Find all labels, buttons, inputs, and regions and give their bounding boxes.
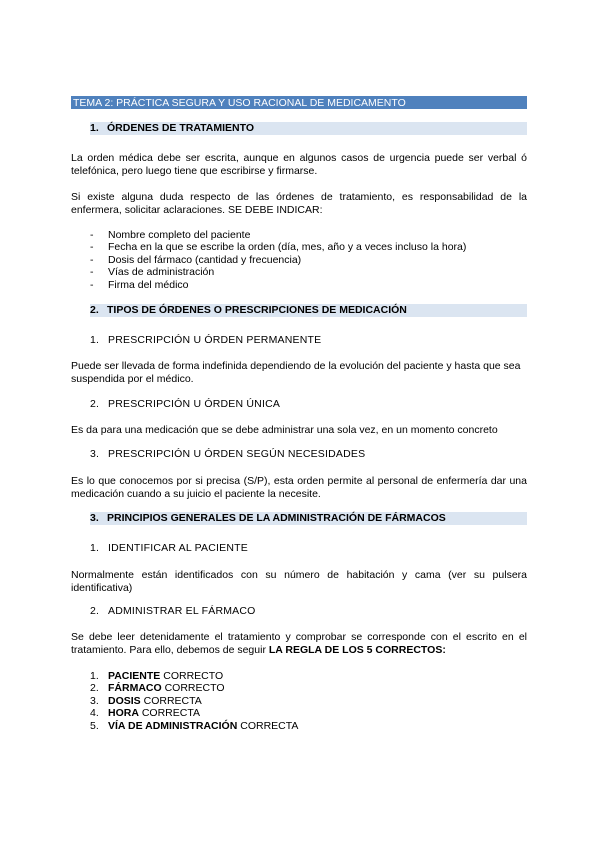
section-3-title: PRINCIPIOS GENERALES DE LA ADMINISTRACIÓN DE FÁRMACOS — [107, 512, 446, 524]
correcto-item: 2. FÁRMACO CORRECTO — [90, 682, 225, 694]
paragraph-identificar: Normalmente están identificados con su número de habitación y cama (ver su pulsera identificativa) — [71, 569, 527, 594]
correcto-item: 1. PACIENTE CORRECTO — [90, 670, 224, 682]
bullet-dash: - — [90, 241, 94, 253]
paragraph-unica: Es da para una medicación que se debe administrar una sola vez, en un momento concreto — [71, 424, 498, 436]
paragraph-regla: Se debe leer detenidamente el tratamiento y comprobar se corresponde con el escrito en el tratamiento. Para ello, debemos de seguir LA REGLA DE LOS 5 CORRECTOS: — [71, 631, 527, 656]
correcto-item: 3. DOSIS CORRECTA — [90, 695, 202, 707]
bullet-dash: - — [90, 266, 94, 278]
section-1-heading — [90, 122, 254, 135]
subheading-unica: 2. PRESCRIPCIÓN U ÓRDEN ÚNICA — [90, 398, 281, 410]
regla-5-correctos: LA REGLA DE LOS 5 CORRECTOS: — [268, 643, 446, 656]
document-title: TEMA 2: PRÁCTICA SEGURA Y USO RACIONAL DE MEDICAMENTO — [73, 97, 406, 109]
bullet-dash: - — [90, 229, 94, 241]
subheading-permanente: 1. PRESCRIPCIÓN U ÓRDEN PERMANENTE — [90, 334, 322, 346]
bullet-dash: - — [90, 254, 94, 266]
section-1-number: 1. — [90, 122, 99, 134]
subheading-administrar: 2. ADMINISTRAR EL FÁRMACO — [90, 605, 256, 617]
section-2-title: TIPOS DE ÓRDENES O PRESCRIPCIONES DE MEDICACIÓN — [107, 304, 407, 316]
bullet-dash: - — [90, 279, 94, 291]
section-2-heading — [90, 304, 407, 317]
paragraph-orden-medica: La orden médica debe ser escrita, aunque en algunos casos de urgencia puede ser verbal ó telefónica, pero luego tiene que escribirse y firmarse. — [71, 152, 527, 177]
paragraph-necesidades: Es lo que conocemos por si precisa (S/P), esta orden permite al personal de enfermería dar una medicación cuando a su juicio el paciente la necesite. — [71, 475, 527, 500]
correcto-item: 5. VÍA DE ADMINISTRACIÓN CORRECTA — [90, 720, 299, 732]
section-3-heading — [90, 512, 446, 525]
section-2-number: 2. — [90, 304, 99, 316]
subheading-necesidades: 3. PRESCRIPCIÓN U ÓRDEN SEGÚN NECESIDADES — [90, 448, 366, 460]
subheading-identificar: 1. IDENTIFICAR AL PACIENTE — [90, 542, 248, 554]
correcto-item: 4. HORA CORRECTA — [90, 707, 200, 719]
section-1-title: ÓRDENES DE TRATAMIENTO — [107, 122, 255, 134]
section-3-number: 3. — [90, 512, 99, 524]
paragraph-permanente: Puede ser llevada de forma indefinida dependiendo de la evolución del paciente y hasta que sea suspendida por el médico. — [71, 360, 521, 385]
paragraph-duda: Si existe alguna duda respecto de las órdenes de tratamiento, es responsabilidad de la enfermera, solicitar aclaraciones. SE DEBE INDICAR: — [71, 191, 527, 216]
